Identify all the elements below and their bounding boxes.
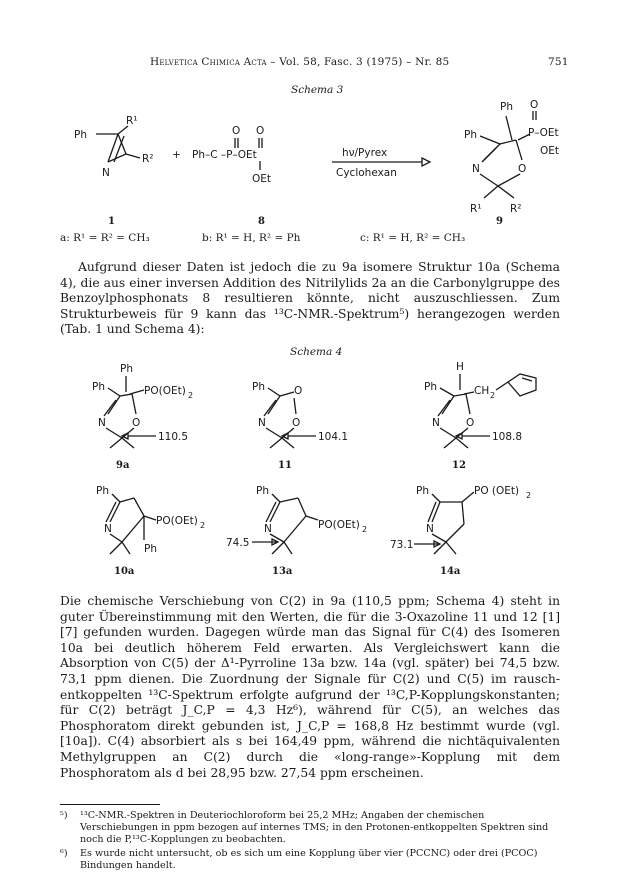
header-separator: –	[402, 56, 416, 68]
svg-text:2: 2	[490, 391, 496, 400]
compound-label: 12	[452, 460, 466, 471]
svg-text:O: O	[292, 417, 301, 429]
svg-text:O: O	[132, 417, 141, 429]
svg-text:N: N	[258, 417, 266, 429]
svg-text:Ph: Ph	[92, 381, 105, 393]
article-number: Nr. 85	[415, 56, 450, 68]
compound-label: 10a	[114, 566, 135, 577]
svg-text:Ph: Ph	[464, 129, 477, 141]
svg-text:O: O	[256, 125, 265, 137]
shift-value: 74.5	[226, 537, 250, 549]
shift-value: 73.1	[390, 539, 414, 551]
svg-text:Ph: Ph	[252, 381, 265, 393]
compound-label: 1	[108, 216, 115, 227]
schema4-structures	[60, 356, 560, 590]
compound-label: 9a	[116, 460, 130, 471]
intro-text: Aufgrund dieser Daten ist jedoch die zu 9a isomere Struktur 10a (Schema 4), die aus einer inversen Addition des Nitrilylids 2a an die Carbonylgruppe des Benzoylphosphonats 8 resultieren könnte, nicht auszuschliessen. Zum Strukturbeweis für 9 kann das ¹³C-NMR.-Spektrum⁵) herangezogen werden (Tab. 1 und Schema 4):	[60, 260, 560, 337]
compound-label: 8	[258, 216, 265, 227]
svg-text:O: O	[232, 125, 241, 137]
plus-sign: +	[172, 149, 181, 161]
svg-text:Ph: Ph	[500, 101, 513, 113]
main-paragraph	[60, 594, 560, 781]
structure-10a	[96, 485, 205, 577]
schema4-title: Schema 4	[290, 346, 343, 358]
legend-a: a: R¹ = R² = CH₃	[60, 232, 150, 244]
compound-label: 14a	[440, 566, 461, 577]
journal-name: Helvetica Chimica Acta	[150, 56, 267, 68]
footnote-mark: ⁶)	[60, 848, 68, 859]
structure-12	[424, 361, 536, 471]
svg-text:CH: CH	[474, 385, 490, 397]
svg-text:Ph: Ph	[96, 485, 109, 497]
footnotes	[60, 810, 560, 872]
svg-text:N: N	[98, 417, 106, 429]
footnote-mark: ⁵)	[60, 810, 68, 821]
svg-text:Ph: Ph	[120, 363, 133, 375]
arrow-condition-bottom: Cyclohexan	[336, 167, 397, 179]
svg-text:O: O	[518, 163, 527, 175]
schema3-reaction	[60, 96, 560, 228]
svg-text:O: O	[294, 385, 303, 397]
svg-text:N: N	[264, 523, 272, 535]
azirine-structure	[74, 115, 154, 179]
svg-text:PO(OEt): PO(OEt)	[318, 519, 360, 531]
shift-value: 104.1	[318, 431, 349, 443]
page-number: 751	[548, 56, 569, 68]
footnote-divider	[60, 804, 160, 805]
svg-text:R²: R²	[510, 203, 522, 215]
svg-text:O: O	[466, 417, 475, 429]
svg-text:2: 2	[526, 491, 532, 500]
svg-text:2: 2	[362, 525, 368, 534]
schema3-title: Schema 3	[291, 84, 344, 96]
structure-11	[252, 381, 348, 471]
svg-text:O: O	[530, 99, 539, 111]
structure-14a	[390, 485, 531, 577]
legend-b: b: R¹ = H, R² = Ph	[202, 232, 301, 244]
journal-volume: Vol. 58, Fasc. 3 (1975)	[279, 56, 403, 68]
legend-c: c: R¹ = H, R² = CH₃	[360, 232, 466, 244]
structure-9a	[92, 363, 193, 471]
svg-text:N: N	[426, 523, 434, 535]
svg-text:Ph: Ph	[256, 485, 269, 497]
svg-text:N: N	[102, 167, 110, 179]
svg-text:Ph: Ph	[74, 129, 87, 141]
svg-text:Ph: Ph	[144, 543, 157, 555]
benzoylphosphonate-structure	[192, 125, 271, 185]
svg-text:Ph–C –P–OEt: Ph–C –P–OEt	[192, 149, 257, 161]
svg-text:OEt: OEt	[540, 145, 560, 157]
arrow-condition-top: hν/Pyrex	[342, 147, 388, 159]
svg-text:N: N	[104, 523, 112, 535]
svg-text:H: H	[456, 361, 464, 373]
footnote-text: ¹³C-NMR.-Spektren in Deuteriochloroform bei 25,2 MHz; Angaben der chemischen Verschiebungen in ppm bezogen auf internes TMS; in den Protonen-entkoppelten Spektren sind noch die P,¹³C-Kopplungen zu beobachten.	[80, 810, 549, 845]
shift-value: 108.8	[492, 431, 523, 443]
header-separator: –	[266, 56, 280, 68]
svg-text:PO (OEt): PO (OEt)	[474, 485, 520, 497]
svg-text:2: 2	[188, 391, 194, 400]
svg-text:R²: R²	[142, 153, 154, 165]
oxazoline-phosphonate-structure	[464, 99, 559, 215]
intro-paragraph	[60, 260, 560, 338]
svg-text:PO(OEt): PO(OEt)	[156, 515, 198, 527]
svg-text:N: N	[432, 417, 440, 429]
footnote	[60, 810, 560, 846]
svg-text:R¹: R¹	[126, 115, 138, 127]
shift-value: 110.5	[158, 431, 189, 443]
compound-label: 11	[278, 460, 292, 471]
svg-text:N: N	[472, 163, 480, 175]
running-header	[150, 56, 490, 68]
svg-text:P–OEt: P–OEt	[528, 127, 559, 139]
svg-text:PO(OEt): PO(OEt)	[144, 385, 186, 397]
compound-label: 9	[496, 216, 503, 227]
svg-text:OEt: OEt	[252, 173, 272, 185]
footnote	[60, 848, 560, 872]
svg-text:R¹: R¹	[470, 203, 482, 215]
compound-label: 13a	[272, 566, 293, 577]
svg-text:2: 2	[200, 521, 206, 530]
footnote-text: Es wurde nicht untersucht, ob es sich um eine Kopplung über vier (PCCNC) oder drei (PCOC) Bindungen handelt.	[80, 848, 538, 871]
main-text: Die chemische Verschiebung von C(2) in 9a (110,5 ppm; Schema 4) steht in guter Übereinstimmung mit den Werten, die für die 3-Oxazoline 11 und 12 [1] [7] gefunden wurden. Dagegen würde man das Signal für C(4) des Isomeren 10a bei deutlich höherem Feld erwarten. Als Vergleichswert kann die Absorption von C(5) der Δ¹-Pyrroline 13a bzw. 14a (vgl. später) bei 74,5 bzw. 73,1 ppm dienen. Die Zuordnung der Signale für C(2) und C(5) im rausch-entkoppelten ¹³C-Spektrum erfolgte aufgrund der ¹³C,P-Kopplungskonstanten; für C(2) beträgt J_C,P = 4,3 Hz⁶), während für C(5), an welches das Phosphoratom direkt gebunden ist, J_C,P = 168,8 Hz bestimmt wurde (vgl. [10a]). C(4) absorbiert als s bei 164,49 ppm, während die nichtäquivalenten Methylgruppen an C(2) durch die «long-range»-Kopplung mit dem Phosphoratom als d bei 28,95 bzw. 27,54 ppm erscheinen.	[60, 594, 560, 780]
structure-13a	[226, 485, 367, 577]
svg-text:Ph: Ph	[416, 485, 429, 497]
svg-text:Ph: Ph	[424, 381, 437, 393]
